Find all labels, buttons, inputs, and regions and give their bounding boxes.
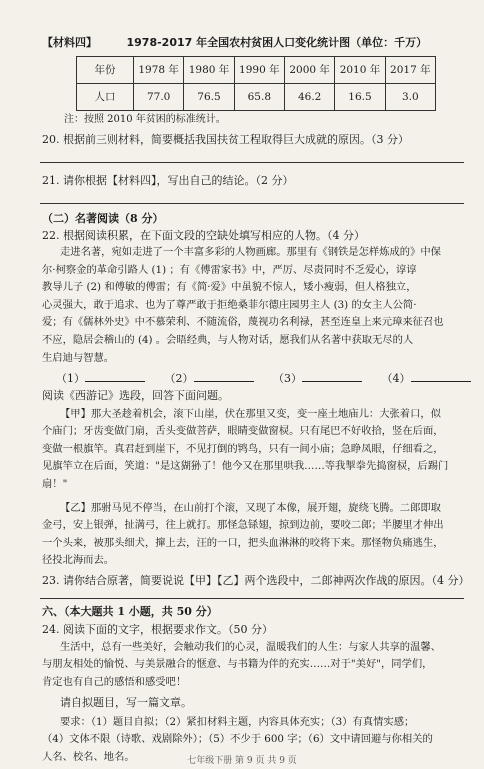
material4-heading [42, 34, 462, 51]
material4-note: 注：按照 2010 年贫困的标准统计。 [64, 114, 226, 125]
answer-blank-3[interactable] [302, 381, 362, 382]
q22-passage [42, 244, 462, 367]
table-row-population [77, 84, 436, 111]
yi-line: 金弓，安上银弹，扯满弓，往上就打。那怪急铩翅，掠到边前，要咬二郎；半腰里才伸出 [42, 519, 444, 532]
answer-line [40, 598, 464, 599]
section2-title: （二）名著阅读（8 分） [42, 212, 164, 225]
req-line: 要求：（1）题目自拟；（2）紧扣材料主题，内容具体充实；（3）有真情实感； [60, 716, 415, 728]
table-cell: 16.5 [335, 84, 385, 111]
question-23: 23. 请你结合原著，简要说说【甲】【乙】两个选段中，二郎神两次作战的原因。（4 分） [42, 574, 470, 587]
question-24: 24. 阅读下面的文字，根据要求作文。（50 分） [42, 623, 273, 636]
answer-label-1: （1） [56, 372, 85, 385]
req-line: （4）文体不限（诗歌、戏剧除外）；（5）不少于 600 字；（6）文中请回避与你相关的 [42, 733, 433, 746]
passage-line: 心灵强大，敢于追求、也为了尊严敢于拒绝桑菲尔德庄园男主人 (3) 的女主人公简· [42, 298, 417, 311]
material4-title: 1978-2017 年全国农村贫困人口变化统计图（单位：千万） [126, 36, 428, 49]
table-header-year: 年份 [77, 57, 134, 84]
page-footer: 七年级下册 第 9 页 共 9 页 [187, 756, 297, 766]
material4-tag: 【材料四】 [42, 36, 97, 49]
passage-line: 尔·柯察金的革命引路人 (1) ；有《傅雷家书》中，严厉、尽责同时不乏爱心，谆谆 [42, 263, 417, 276]
req-line: 人名、校名、地名。 [42, 750, 135, 763]
table-cell: 46.2 [284, 84, 334, 111]
yi-line: 径投北海而去。 [42, 554, 115, 567]
table-cell: 1990 年 [234, 57, 284, 84]
table-cell: 65.8 [234, 84, 284, 111]
passage-line: 生启迪与智慧。 [42, 351, 115, 364]
answer-label-4: （4） [381, 372, 411, 385]
answer-label-3: （3） [273, 372, 302, 385]
essay-instruction: 请自拟题目，写一篇文章。 [60, 696, 192, 709]
read-intro: 阅读《西游记》选段，回答下面问题。 [42, 389, 229, 402]
jia-line: 见旗竿立在后面，笑道："是这猢狲了！他今又在那里哄我……等我掣拳先捣窗棂，后踢门 [42, 460, 449, 473]
passage-line: 爱；有《儒林外史》中不慕荣利、不随流俗，蔑视功名利禄，甚至连皇上来元璋来征召也 [42, 316, 444, 329]
table-cell: 1980 年 [184, 57, 234, 84]
passage-yi [42, 500, 462, 570]
table-row-years [77, 57, 436, 84]
prompt-line: 肯定也有自己的感悟和感受吧！ [42, 675, 187, 688]
table-cell: 1978 年 [134, 57, 184, 84]
table-cell: 2017 年 [385, 57, 435, 84]
prompt-line: 生活中，总有一些美好，会触动我们的心灵，温暖我们的人生：与家人共享的温馨、 [60, 641, 441, 653]
table-header-population: 人口 [77, 84, 134, 111]
question-22: 22. 根据阅读积累，在下面文段的空缺处填写相应的人物。（4 分） [42, 229, 365, 242]
passage-line: 教导儿子 (2) 和傅敏的傅雷；有《简·爱》中虽貌不惊人，矮小瘦弱，但人格独立， [42, 281, 417, 294]
table-cell: 77.0 [134, 84, 184, 111]
jia-line: 【甲】那大圣趁着机会，滚下山崖，伏在那里又变，变一座土地庙儿：大张着口，似 [60, 408, 441, 420]
answer-label-2: （2） [164, 372, 194, 385]
answer-line [40, 162, 464, 163]
yi-line: 【乙】那驸马见不停当，在山前打个滚，又现了本像，展开翅，旋绕飞腾。二郎即取 [60, 502, 441, 514]
table-cell: 2010 年 [335, 57, 385, 84]
passage-line: 走进名著，宛如走进了一个丰富多彩的人物画廊。那里有《钢铁是怎样炼成的》中保 [60, 246, 441, 258]
section6-title: 六、（本大题共 1 小题，共 50 分） [42, 605, 218, 618]
answer-blank-4[interactable] [411, 381, 471, 382]
answer-blank-2[interactable] [194, 381, 254, 382]
passage-jia [42, 406, 462, 493]
answer-blank-1[interactable] [85, 381, 145, 382]
table-cell: 76.5 [184, 84, 234, 111]
jia-line: 变做一根旗竿。真君赶到崖下，不见打倒的鸨鸟，只有一间小庙；急睁凤眼，仔细看之， [42, 442, 444, 455]
prompt-line: 与朋友相处的愉悦、与美景融合的惬意、与书籍为伴的充实……对于"美好"，同学们， [42, 658, 433, 671]
yi-line: 一个头来，被那头细犬，撺上去，汪的一口，把头血淋淋的咬将下来。那怪物负痛逃生， [42, 536, 444, 549]
essay-prompt [42, 639, 462, 691]
q22-answers [56, 370, 462, 387]
passage-line: 不应，隐居会稽山的 (4) 。会晤经典，与人物对话，愿我们从名著中获取无尽的人 [42, 333, 414, 346]
table-cell: 2000 年 [284, 57, 334, 84]
jia-line: 个庙门；牙齿变做门扇，舌头变做菩萨，眼睛变做窗棂。只有尾巴不好收拾，竖在后面， [42, 425, 444, 438]
table-cell: 3.0 [385, 84, 435, 111]
poverty-table [76, 56, 436, 111]
question-20: 20. 根据前三则材料，简要概括我国扶贫工程取得巨大成就的原因。（3 分） [42, 133, 409, 146]
jia-line: 扇！" [42, 477, 68, 490]
answer-line [40, 203, 464, 204]
question-21: 21. 请你根据【材料四】，写出自己的结论。（2 分） [42, 174, 294, 187]
